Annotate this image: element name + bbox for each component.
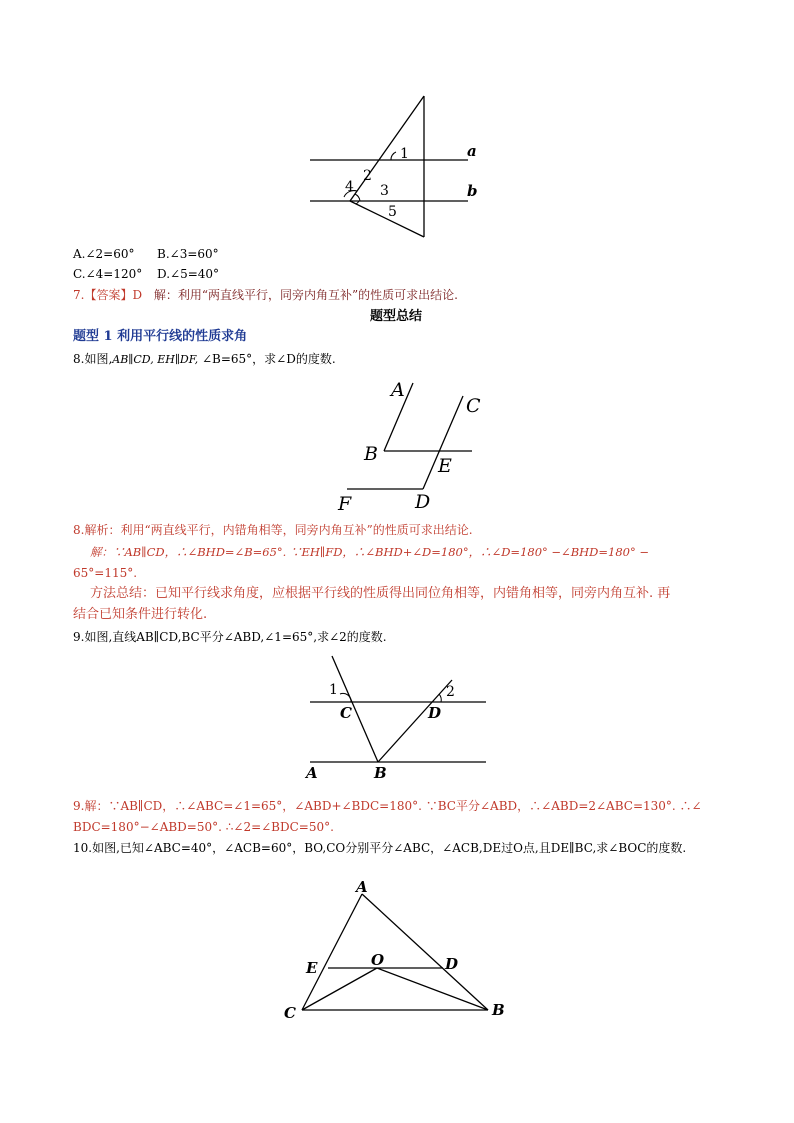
angle-1-arc <box>391 152 396 160</box>
figure-q10 <box>280 880 520 1025</box>
label-angle-4: 4 <box>345 179 354 195</box>
label-B: B <box>492 1001 505 1019</box>
label-C: C <box>466 395 481 417</box>
type1-heading: 题型 1 利用平行线的性质求角 <box>73 329 248 344</box>
segment-BO <box>377 968 488 1010</box>
label-A: A <box>356 878 368 896</box>
q7-answer <box>73 287 458 303</box>
section-title: 题型总结 <box>370 309 423 324</box>
label-b: b <box>467 182 478 200</box>
label-angle-2: 2 <box>446 684 455 700</box>
lower-segment <box>350 201 424 237</box>
q10-question: 10.如图,已知∠ABC=40°，∠ACB=60°，BO,CO分别平分∠ABC，∠ACB,DE过O点,且DE∥BC,求∠BOC的度数. <box>73 841 687 855</box>
label-D: D <box>415 491 431 513</box>
segment-CB <box>332 656 378 762</box>
label-A: A <box>306 764 318 782</box>
q8-question-prefix: 8.如图, <box>73 352 113 366</box>
q9-solution-line2: BDC=180°−∠ABD=50°. ∴∠2=∠BDC=50°. <box>73 820 334 834</box>
option-D: D.∠5=40° <box>157 267 220 281</box>
label-A: A <box>391 379 405 401</box>
label-angle-1: 1 <box>400 146 409 162</box>
label-angle-3: 3 <box>380 183 389 199</box>
q8-method-line2: 结合已知条件进行转化. <box>73 607 208 622</box>
label-angle-1: 1 <box>329 682 338 698</box>
option-B: B.∠3=60° <box>157 247 219 261</box>
figure-q8 <box>330 372 490 514</box>
label-D: D <box>445 955 459 973</box>
angle-2-arc <box>439 694 441 702</box>
q9-solution-line1: 9.解：∵AB∥CD，∴∠ABC=∠1=65°，∠ABD+∠BDC=180°. ∵BC平分∠ABD，∴∠ABD=2∠ABC=130°. ∴∠ <box>73 799 702 813</box>
option-A: A.∠2=60° <box>73 247 135 261</box>
label-C: C <box>284 1004 296 1022</box>
label-D: D <box>428 704 442 722</box>
q8-analysis: 8.解析：利用“两直线平行，内错角相等，同旁内角互补”的性质可求出结论. <box>73 523 473 537</box>
figure-parallel-lines-ab <box>300 90 500 242</box>
label-F: F <box>338 493 352 515</box>
label-angle-5: 5 <box>388 204 397 220</box>
label-O: O <box>371 951 385 969</box>
q8-question-rest: ∠B=65°，求∠D的度数. <box>198 352 336 366</box>
q8-solution-line2: 65°=115°. <box>73 566 138 580</box>
q7-answer-prefix: 7.【答案】D <box>73 288 143 302</box>
label-B: B <box>374 764 387 782</box>
option-C: C.∠4=120° <box>73 267 143 281</box>
label-B: B <box>364 443 378 465</box>
label-a: a <box>467 142 477 160</box>
q9-question: 9.如图,直线AB∥CD,BC平分∠ABD,∠1=65°,求∠2的度数. <box>73 630 387 644</box>
figure-q9 <box>300 650 500 785</box>
q8-solution-line1: 解：∵AB∥CD，∴∠BHD=∠B=65°. ∵EH∥FD，∴∠BHD+∠D=180°，∴∠D=180° −∠BHD=180° − <box>90 545 650 559</box>
q7-answer-text: 解：利用“两直线平行，同旁内角互补”的性质可求出结论. <box>153 288 458 302</box>
q8-method-line1: 方法总结：已知平行线求角度，应根据平行线的性质得出同位角相等，内错角相等，同旁内角互补. 再 <box>90 586 671 601</box>
label-C: C <box>340 704 352 722</box>
angle-3-arc <box>355 194 360 201</box>
q8-question <box>73 351 336 368</box>
label-E: E <box>306 959 318 977</box>
q8-question-italic: AB∥CD, EH∥DF, <box>112 353 199 366</box>
label-angle-2: 2 <box>363 168 372 184</box>
label-E: E <box>438 455 452 477</box>
